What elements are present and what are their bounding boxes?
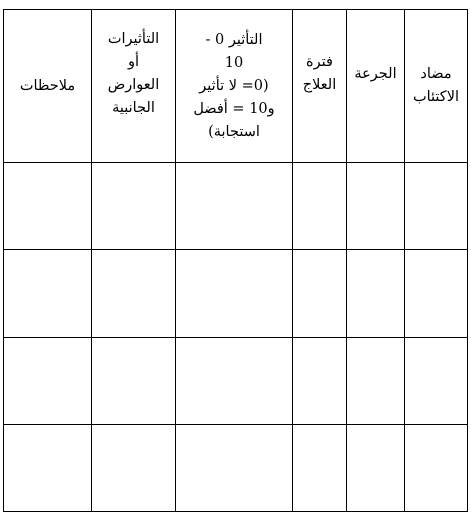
table-cell <box>176 337 293 424</box>
header-cell-antidepressant <box>405 10 468 163</box>
header-line: الجانبية <box>112 100 155 116</box>
header-line: مضاد <box>420 66 452 82</box>
header-line: التأثيرات <box>107 31 160 47</box>
header-cell-side-effects <box>92 10 176 163</box>
header-line: العوارض <box>107 77 160 93</box>
header-cell-dose <box>347 10 405 163</box>
table-cell <box>347 163 405 250</box>
header-line: التأثير 0 - <box>205 31 263 48</box>
table-cell <box>92 337 176 424</box>
header-row <box>4 10 468 163</box>
table-row <box>4 424 468 511</box>
table-cell <box>92 163 176 250</box>
header-line: العلاج <box>302 77 337 93</box>
table-cell <box>405 337 468 424</box>
header-line: و10 = أفضل <box>193 100 275 117</box>
table-cell <box>4 424 92 511</box>
table-cell <box>293 424 347 511</box>
table-cell <box>176 163 293 250</box>
header-line: الجرعة <box>354 65 397 82</box>
header-cell-notes <box>4 10 92 163</box>
table-cell <box>176 250 293 337</box>
header-line: (0= لا تأثير <box>199 77 269 94</box>
header-line: استجابة) <box>208 123 260 140</box>
table-cell <box>347 337 405 424</box>
header-line: أو <box>127 54 140 70</box>
table-cell <box>293 337 347 424</box>
header-cell-effect-rating <box>176 10 293 163</box>
header-line: 10 <box>224 54 244 71</box>
table-cell <box>293 250 347 337</box>
header-line: ملاحظات <box>19 77 76 94</box>
table-cell <box>293 163 347 250</box>
table-row <box>4 337 468 424</box>
table-cell <box>405 250 468 337</box>
table-cell <box>4 337 92 424</box>
header-line: فترة <box>306 54 333 70</box>
table-cell <box>92 424 176 511</box>
table-cell <box>4 250 92 337</box>
table-row <box>4 250 468 337</box>
table-cell <box>92 250 176 337</box>
medication-tracking-sheet <box>3 9 467 512</box>
table-cell <box>176 424 293 511</box>
table-cell <box>347 250 405 337</box>
table-cell <box>347 424 405 511</box>
table-row <box>4 163 468 250</box>
table-cell <box>405 424 468 511</box>
header-line: الاكتئاب <box>412 89 460 105</box>
antidepressant-log-table <box>3 9 468 512</box>
table-cell <box>4 163 92 250</box>
table-cell <box>405 163 468 250</box>
header-cell-treatment-period <box>293 10 347 163</box>
